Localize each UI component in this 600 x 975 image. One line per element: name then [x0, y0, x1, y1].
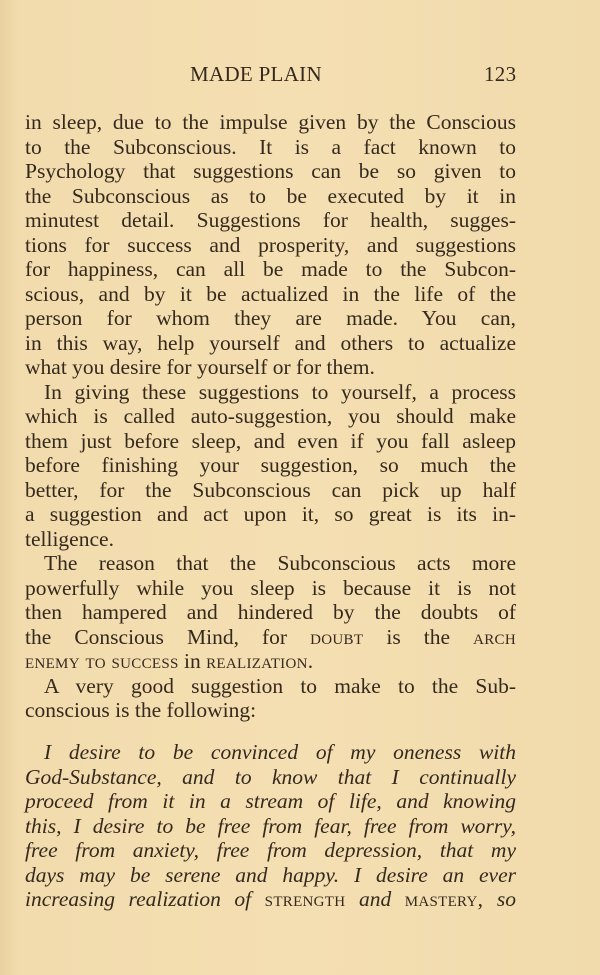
text-line [25, 429, 516, 453]
text-line [44, 674, 516, 698]
suggestion-line [25, 887, 516, 911]
text-segment: then hampered and hindered by the doubts of [25, 600, 516, 624]
text-line [25, 404, 516, 428]
text-segment: before finishing your suggestion, so much the [25, 453, 516, 477]
text-segment: the Subconscious as to be executed by it in [25, 183, 516, 208]
text-segment: God-Substance, and to know that I continually [25, 764, 516, 789]
text-segment: and [345, 887, 405, 911]
text-segment: which is called auto-suggestion, you should make [25, 404, 516, 428]
small-caps-text: enemy to success [25, 649, 179, 673]
text-segment: In giving these suggestions to yourself, a process [44, 379, 516, 404]
text-line [25, 478, 516, 502]
small-caps-text: mastery, [404, 887, 484, 911]
text-line [25, 502, 516, 526]
small-caps-text: strength [264, 887, 346, 911]
text-line [25, 110, 516, 134]
suggestion-line [25, 838, 516, 862]
text-line [25, 355, 516, 379]
text-segment: scious, and by it be actualized in the life of the [25, 281, 516, 306]
text-segment: The reason that the Subconscious acts more [44, 551, 516, 575]
text-segment: so [483, 887, 516, 911]
text-segment: for happiness, can all be made to the Subcon- [25, 257, 516, 281]
text-segment: in this way, help yourself and others to actualize [25, 330, 516, 355]
text-segment: them just before sleep, and even if you fall asleep [25, 428, 516, 453]
text-line [25, 184, 516, 208]
text-segment: increasing realization of [25, 887, 265, 911]
text-segment: to the Subconscious. It is a fact known to [25, 134, 516, 159]
page-number: 123 [484, 62, 517, 86]
text-segment: powerfully while you sleep is because it is not [25, 575, 516, 600]
text-line [25, 649, 516, 673]
text-line [25, 159, 516, 183]
text-segment: a suggestion and act upon it, so great is its in- [25, 502, 516, 526]
running-header-title: MADE PLAIN [190, 62, 322, 86]
text-line [44, 551, 516, 575]
text-line [25, 306, 516, 330]
text-line [25, 453, 516, 477]
text-segment: in [178, 649, 207, 673]
suggestion-line [25, 765, 516, 789]
text-segment: the Conscious Mind, for [25, 624, 311, 649]
text-segment: this, I desire to be free from fear, free from worry, [25, 813, 516, 838]
text-segment: conscious is the following: [25, 698, 257, 722]
text-segment: in sleep, due to the impulse given by the Conscious [25, 110, 516, 134]
text-line [25, 698, 516, 722]
suggestion-line [25, 814, 516, 838]
text-segment: person for whom they are made. You can, [25, 306, 516, 330]
text-segment: tions for success and prosperity, and suggestions [25, 232, 516, 257]
text-line [25, 208, 516, 232]
text-line [25, 257, 516, 281]
text-line [25, 282, 516, 306]
text-line [25, 233, 516, 257]
text-segment: Psychology that suggestions can be so given to [25, 159, 516, 183]
suggestion-line [25, 789, 516, 813]
text-segment: better, for the Subconscious can pick up half [25, 477, 516, 502]
text-segment: proceed from it in a stream of life, and knowing [25, 789, 516, 813]
text-segment: free from anxiety, free from depression, that my [25, 838, 516, 862]
text-line [25, 625, 516, 649]
text-line [25, 576, 516, 600]
text-segment: I desire to be convinced of my oneness with [44, 740, 516, 764]
small-caps-text: realization. [206, 649, 314, 673]
text-line [25, 600, 516, 624]
text-segment: A very good suggestion to make to the Sub- [44, 673, 516, 698]
text-line [25, 331, 516, 355]
text-segment: minutest detail. Suggestions for health, sugges- [25, 208, 516, 232]
text-segment: what you desire for yourself or for them. [25, 355, 375, 379]
small-caps-text: arch [473, 624, 516, 649]
small-caps-text: doubt [310, 624, 364, 649]
text-segment: is the [363, 624, 474, 649]
text-segment: telligence. [25, 526, 114, 551]
suggestion-line [44, 740, 516, 764]
text-line [25, 527, 516, 551]
text-line [44, 380, 516, 404]
suggestion-line [25, 863, 516, 887]
text-line [25, 135, 516, 159]
text-segment: days may be serene and happy. I desire an ever [25, 862, 516, 887]
